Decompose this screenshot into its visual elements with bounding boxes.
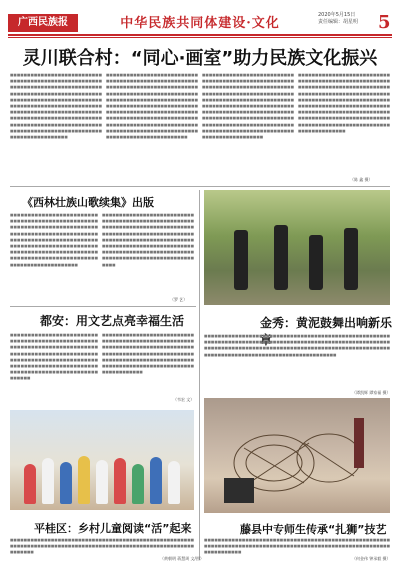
pingg-story-headline: 平桂区：乡村儿童阅读“活”起来 bbox=[34, 522, 192, 535]
drum-dance-photo bbox=[204, 190, 390, 305]
dua-story-body: ■■■■■■■■■■■■■■■■■■■■■■■■■■■■■■■■■■■■■■■■■■■■■■■■■■■■■■■■■■■■■■■■■■■■■■■■■■■■■■■■■■■■■■■■■■■■■■■■■■■■■■■■■■■■■■■■■■■■■■■■■■■■■■■■■■■■■■■■■■■■■■■■■■■■■■■■■■■■■■■■■■■■■■■■■■■■■■■■■■■■■ bbox=[10, 333, 98, 381]
teng-story-credit: （何金伟 钟承毅 摄） bbox=[352, 556, 391, 561]
jinxiu-story-body: ■■■■■■■■■■■■■■■■■■■■■■■■■■■■■■■■■■■■■■■■■■■■■■■■■■■■■■■■■■■■■■■■■■■■■■■■■■■■■■■■■■■■■■■■■■■■■■■■■■■■■■■■■■■■■■■■■■■■■■■■■■■■■■■■■■■■■■■■■■■■■■■■■■■■■■■■■■■■■■■■■■■■■■■■■■■■■■■■■■■■■■■■■■■■■■■■■■■■■■■■■ bbox=[204, 334, 390, 357]
paper-name-badge: 广西民族报 bbox=[8, 14, 78, 32]
lion-frame-illustration bbox=[204, 398, 390, 513]
book-story-body: ■■■■■■■■■■■■■■■■■■■■■■■■■■■■■■■■■■■■■■■■■■■■■■■■■■■■■■■■■■■■■■■■■■■■■■■■■■■■■■■■■■■■■■■■■■■■■■■■■■■■■■■■■■■■■■■■■■■■■■■■■■■■■■■■■■■■■■■■■■■■■■■■■■■■■■■■■■■■■■■■■■■■■■■■■■■■■■■■■■■■■■■■■■■■■■■■■■■■■■■■■■■■■■■■■■■■■■■■■■■■ bbox=[10, 213, 98, 267]
column-divider bbox=[199, 190, 200, 560]
lead-body-column: ■■■■■■■■■■■■■■■■■■■■■■■■■■■■■■■■■■■■■■■■■■■■■■■■■■■■■■■■■■■■■■■■■■■■■■■■■■■■■■■■■■■■■■■■■■■■■■■■■■■■■■■■■■■■■■■■■■■■■■■■■■■■■■■■■■■■■■■■■■■■■■■■■■■■■■■■■■■■■■■■■■■■■■■■■■■■■■■■■■■■■■■■■■■■■■■■■■■■■■■■■■■■■■■■■■■■■■■■■■■■■■■■■■■■■■■■■■■■■■■■■■■■■■■■■■■■■■■■■■■■■■■■■■■■■■■■■■■■■■■■■■■■■■■■ bbox=[202, 73, 294, 140]
lead-body-column: ■■■■■■■■■■■■■■■■■■■■■■■■■■■■■■■■■■■■■■■■■■■■■■■■■■■■■■■■■■■■■■■■■■■■■■■■■■■■■■■■■■■■■■■■■■■■■■■■■■■■■■■■■■■■■■■■■■■■■■■■■■■■■■■■■■■■■■■■■■■■■■■■■■■■■■■■■■■■■■■■■■■■■■■■■■■■■■■■■■■■■■■■■■■■■■■■■■■■■■■■■■■■■■■■■■■■■■■■■■■■■■■■■■■■■■■■■■■■■■■■■■■■■■■■■■■■■■■■■■■■■■■■■■■■■■■■■■■■■■■■■■■■■■■ bbox=[10, 73, 102, 140]
dua-story-credit: （韦宏 文） bbox=[173, 397, 195, 402]
section-divider bbox=[10, 186, 390, 187]
children-reading-photo bbox=[10, 410, 194, 510]
pingg-story-body: ■■■■■■■■■■■■■■■■■■■■■■■■■■■■■■■■■■■■■■■■■■■■■■■■■■■■■■■■■■■■■■■■■■■■■■■■■■■■■■■■■■■■■■■■■■■■■■■■■■■■■■■■■■■■■■■■■■■ bbox=[10, 538, 194, 555]
section-divider bbox=[10, 306, 196, 307]
dua-story-headline: 都安：用文艺点亮幸福生活 bbox=[40, 314, 185, 328]
header-rule-thin bbox=[8, 37, 392, 38]
dua-story-body: ■■■■■■■■■■■■■■■■■■■■■■■■■■■■■■■■■■■■■■■■■■■■■■■■■■■■■■■■■■■■■■■■■■■■■■■■■■■■■■■■■■■■■■■■■■■■■■■■■■■■■■■■■■■■■■■■■■■■■■■■■■■■■■■■■■■■■■■■■■■■■■■■■■■■■■■■■■■■■■■■■■■■■■■■■■■■■■ bbox=[102, 333, 194, 375]
teng-story-headline: 藤县中专师生传承“扎狮”技艺 bbox=[240, 523, 387, 536]
lead-headline: 灵川联合村：“同心·画室”助力民族文化振兴 bbox=[22, 48, 378, 69]
teng-story-body: ■■■■■■■■■■■■■■■■■■■■■■■■■■■■■■■■■■■■■■■■■■■■■■■■■■■■■■■■■■■■■■■■■■■■■■■■■■■■■■■■■■■■■■■■■■■■■■■■■■■■■■■■■■■■■■■■■■■■■■■ bbox=[204, 538, 390, 555]
masthead bbox=[0, 0, 400, 40]
editor-line: 责任编辑：胡星明 bbox=[318, 19, 359, 25]
jinxiu-story-headline: 金秀：黄泥鼓舞出响新乐章 bbox=[260, 316, 393, 347]
lead-body-column: ■■■■■■■■■■■■■■■■■■■■■■■■■■■■■■■■■■■■■■■■■■■■■■■■■■■■■■■■■■■■■■■■■■■■■■■■■■■■■■■■■■■■■■■■■■■■■■■■■■■■■■■■■■■■■■■■■■■■■■■■■■■■■■■■■■■■■■■■■■■■■■■■■■■■■■■■■■■■■■■■■■■■■■■■■■■■■■■■■■■■■■■■■■■■■■■■■■■■■■■■■■■■■■■■■■■■■■■■■■■■■■■■■■■■■■■■■■■■■■■■■■■■■■■■■■■■■■■■■■■■■■■■■■■■■■■■■■■■■■■■■■■■■■■■■■■■■■ bbox=[106, 73, 198, 140]
lion-craft-photo bbox=[204, 398, 390, 513]
lead-byline: （陈 鑫 摄） bbox=[350, 177, 373, 182]
issue-date: 2020年5月15日 bbox=[318, 12, 356, 18]
lead-body-column: ■■■■■■■■■■■■■■■■■■■■■■■■■■■■■■■■■■■■■■■■■■■■■■■■■■■■■■■■■■■■■■■■■■■■■■■■■■■■■■■■■■■■■■■■■■■■■■■■■■■■■■■■■■■■■■■■■■■■■■■■■■■■■■■■■■■■■■■■■■■■■■■■■■■■■■■■■■■■■■■■■■■■■■■■■■■■■■■■■■■■■■■■■■■■■■■■■■■■■■■■■■■■■■■■■■■■■■■■■■■■■■■■■■■■■■■■■■■■■■■■■■■■■■■■■■■■■■■■■ bbox=[298, 73, 390, 133]
page-number: 5 bbox=[378, 12, 391, 33]
jinxiu-story-credit: （谭凯辉 谭家福 摄） bbox=[352, 390, 391, 395]
header-rule bbox=[8, 34, 392, 36]
pingg-story-credit: （黄朝明 蒋慧周 文/图） bbox=[160, 556, 204, 561]
book-story-headline: 《西林壮族山歌续集》出版 bbox=[22, 196, 154, 209]
book-story-credit: （罗 艺） bbox=[170, 297, 188, 302]
book-story-body: ■■■■■■■■■■■■■■■■■■■■■■■■■■■■■■■■■■■■■■■■■■■■■■■■■■■■■■■■■■■■■■■■■■■■■■■■■■■■■■■■■■■■■■■■■■■■■■■■■■■■■■■■■■■■■■■■■■■■■■■■■■■■■■■■■■■■■■■■■■■■■■■■■■■■■■■■■■■■■■■■■■■■■■■■■■■■■■■■■■■■■■■■■■■■■■■■■■■■■■■■■■■■■■■■■■■■■■■■■■■■ bbox=[102, 213, 194, 267]
header-date-info bbox=[318, 12, 358, 26]
section-title: 中华民族共同体建设·文化 bbox=[120, 16, 280, 31]
